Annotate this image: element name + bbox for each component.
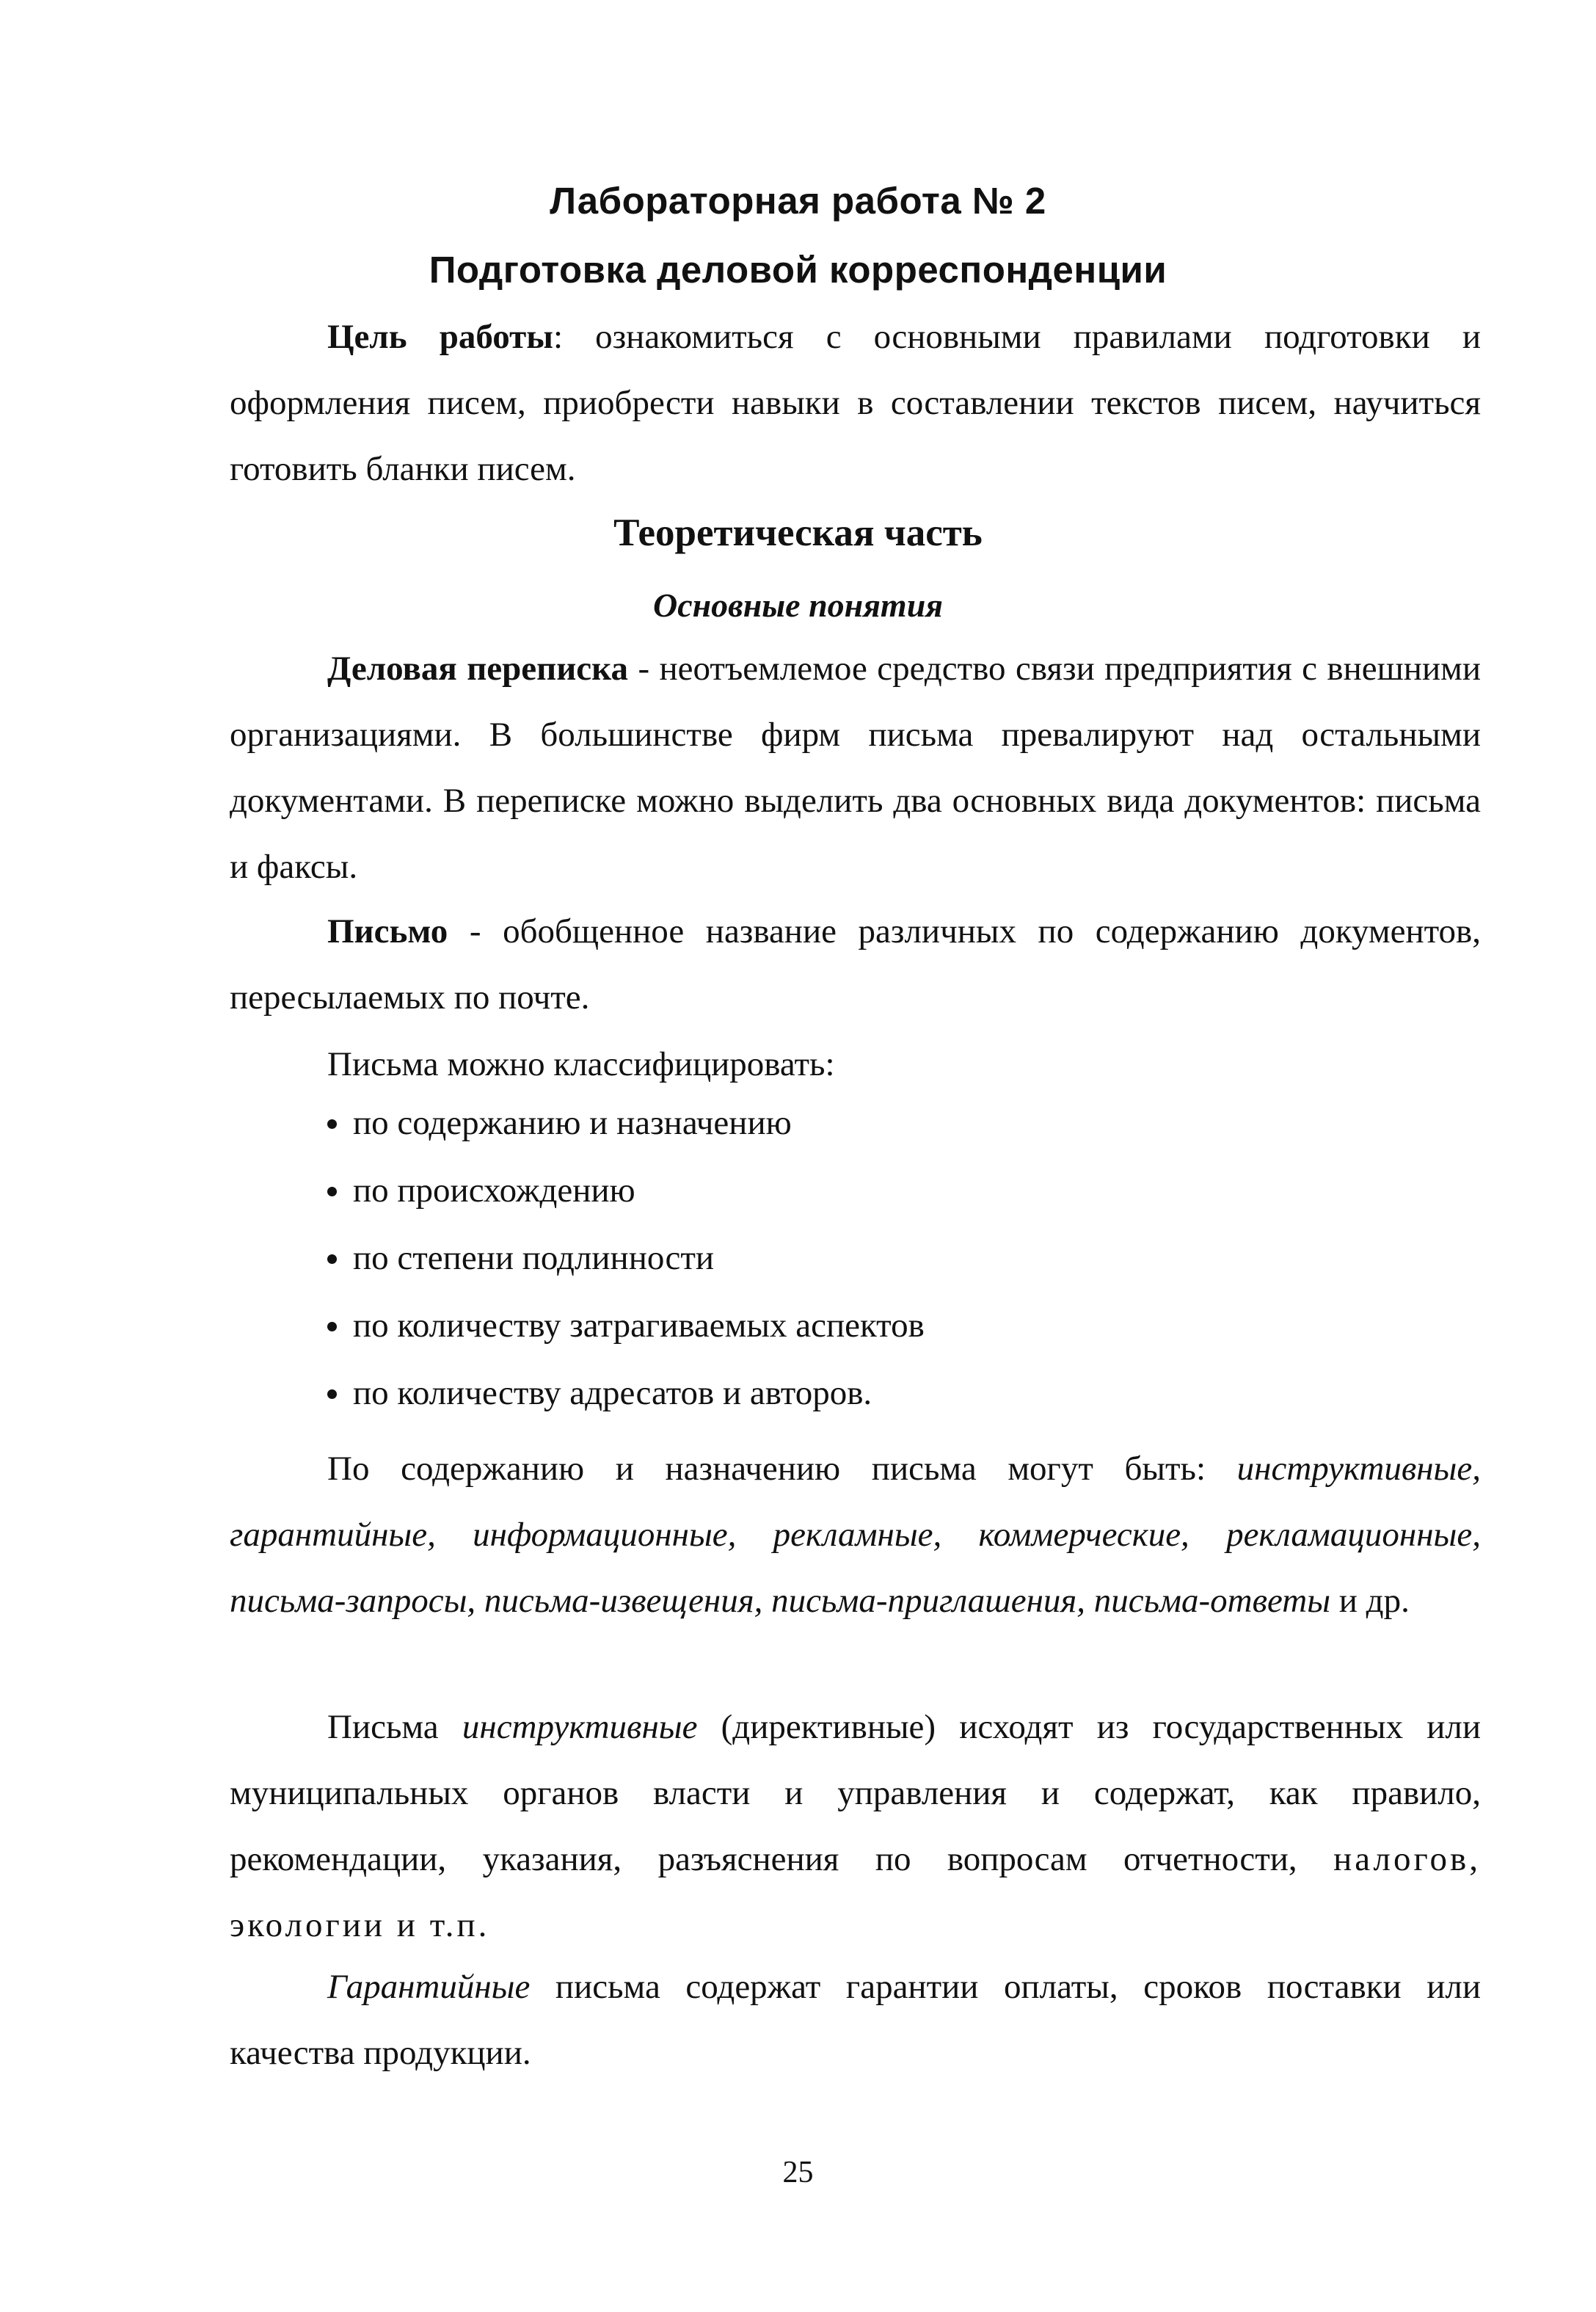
list-item-text: по происхождению bbox=[353, 1171, 635, 1210]
lab-title: Лабораторная работа № 2 bbox=[550, 180, 1046, 222]
goal-separator: : bbox=[553, 318, 563, 356]
instructive-term: инструктивные bbox=[462, 1708, 698, 1746]
list-item bbox=[327, 1304, 925, 1371]
goal-text: ознакомиться с основными правилами подготовки и оформления писем, приобрести навыки в составлении текстов писем, научиться готовить бланки писем. bbox=[230, 318, 1482, 488]
goal-paragraph bbox=[230, 304, 1481, 502]
instructive-text: (директивные) исходят из государственных или муниципальных органов власти и управления и содержат, как правило, рекомендации, указания, разъяснения по вопросам отчетности, bbox=[230, 1708, 1482, 1878]
list-item-text: по количеству затрагиваемых аспектов bbox=[353, 1306, 925, 1345]
guarantee-letters-paragraph bbox=[230, 1954, 1481, 2086]
instructive-lead: Письма bbox=[327, 1708, 462, 1746]
list-item-text: по количеству адресатов и авторов. bbox=[353, 1374, 872, 1412]
letter-types-tail: и др. bbox=[1330, 1582, 1410, 1620]
classification-intro: Письма можно классифицировать: bbox=[327, 1045, 835, 1083]
list-item-text: по содержанию и назначению bbox=[353, 1104, 792, 1142]
letter-types-lead: По содержанию и назначению письма могут быть: bbox=[327, 1450, 1237, 1488]
list-item-text: по степени подлинности bbox=[353, 1239, 715, 1277]
bullet-icon bbox=[327, 1322, 337, 1331]
guarantee-term: Гарантийные bbox=[327, 1968, 531, 2006]
page-number: 25 bbox=[782, 2156, 814, 2189]
letter-term: Письмо bbox=[327, 912, 448, 950]
guarantee-text: письма содержат гарантии оплаты, сроков поставки или качества продукции. bbox=[230, 1968, 1481, 2072]
goal-label: Цель работы bbox=[327, 318, 553, 356]
business-correspondence-text: - неотъемлемое средство связи предприятия с внешними организациями. В большинстве фирм письма превалируют над остальными документами. В переписке можно выделить два основных вида документов: письма и факсы. bbox=[230, 650, 1481, 886]
list-item bbox=[327, 1168, 925, 1236]
business-correspondence-paragraph bbox=[230, 636, 1481, 900]
bullet-icon bbox=[327, 1389, 337, 1399]
instructive-tail: налогов, экологии и т.п. bbox=[230, 1840, 1481, 1944]
bullet-icon bbox=[327, 1254, 337, 1264]
bullet-icon bbox=[327, 1187, 337, 1196]
letter-types-list: инструктивные, гарантийные, информационные, рекламные, коммерческие, рекламационные, письма-запросы, письма-извещения, письма-приглашения, письма-ответы bbox=[230, 1450, 1481, 1620]
lab-subtitle: Подготовка деловой корреспонденции bbox=[429, 249, 1167, 291]
list-item bbox=[327, 1101, 925, 1168]
letter-definition-paragraph bbox=[230, 898, 1481, 1030]
letter-definition-text: - обобщенное название различных по содержанию документов, пересылаемых по почте. bbox=[230, 912, 1481, 1017]
basic-concepts-subtitle: Основные понятия bbox=[653, 586, 943, 624]
list-item bbox=[327, 1236, 925, 1304]
business-correspondence-term: Деловая переписка bbox=[327, 650, 629, 688]
instructive-letters-paragraph bbox=[230, 1694, 1481, 1958]
theory-section-title: Теоретическая часть bbox=[613, 512, 983, 554]
list-item bbox=[327, 1371, 925, 1439]
letter-types-paragraph bbox=[230, 1436, 1481, 1634]
classification-list bbox=[327, 1101, 925, 1439]
bullet-icon bbox=[327, 1119, 337, 1129]
